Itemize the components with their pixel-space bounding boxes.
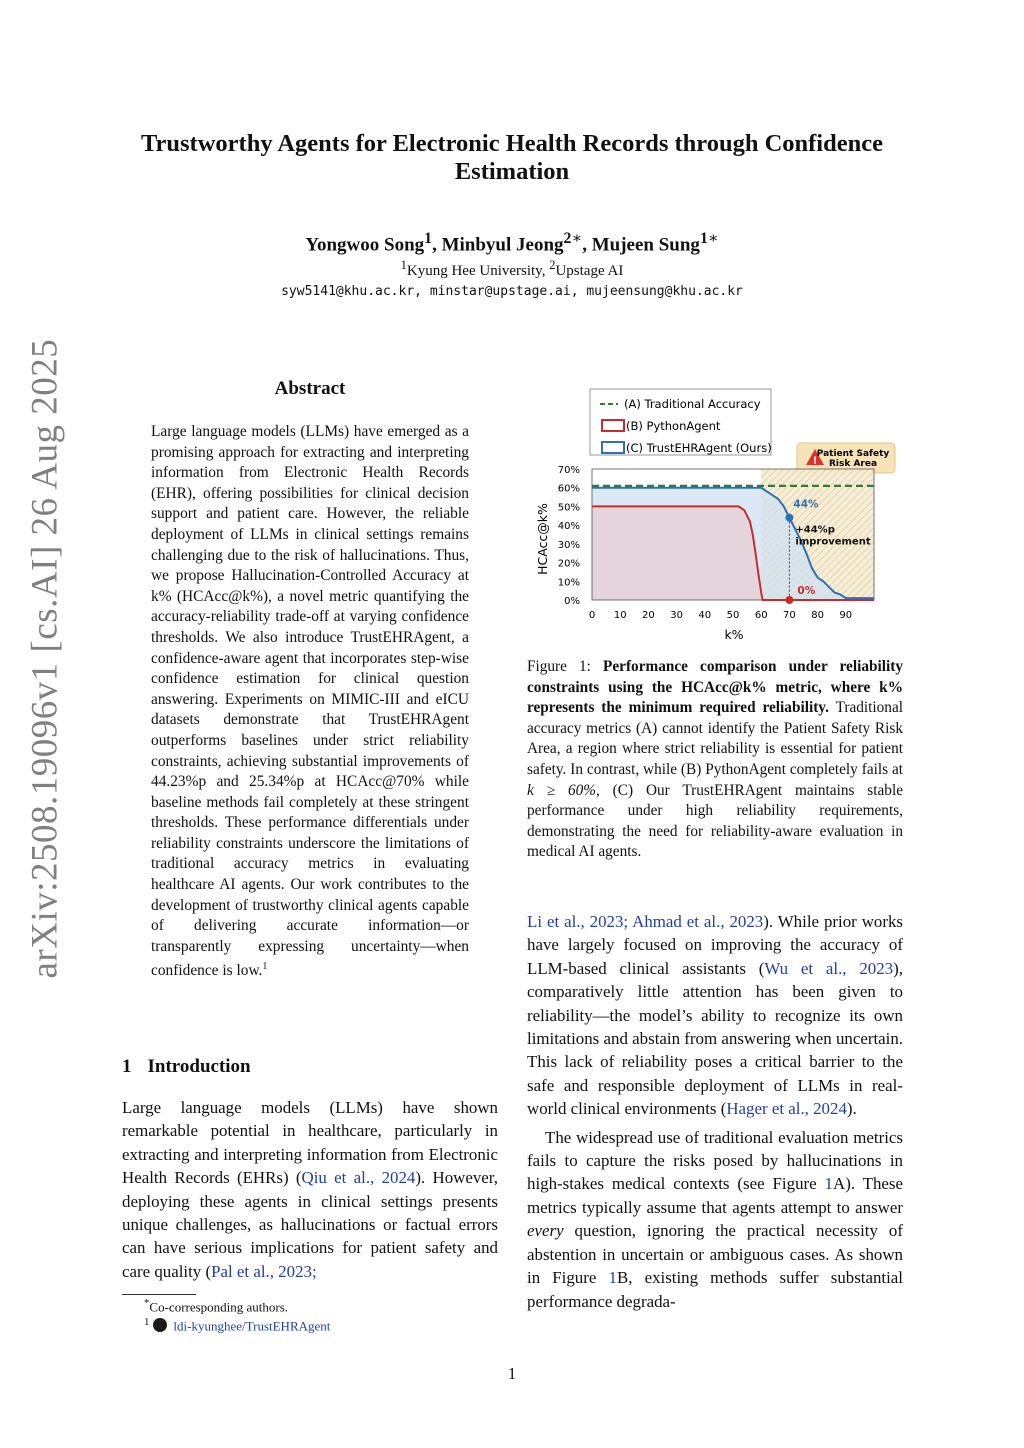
point-label-high: 44% — [793, 498, 819, 511]
figure-1-caption: Figure 1: Performance comparison under reliability constraints using the HCAcc@k% metric, where k% represents the minimum required reliability. Traditional accuracy metrics (A) cannot identify the Patient Safety Risk Area, a region where strict reliability is essential for patient safety. In contrast, while (B) PythonAgent completely fails at k ≥ 60%, (C) Our TrustEHRAgent maintains stable performance under high reliability requirements, demonstrating the need for reliability-aware evaluation in medical AI agents. — [527, 658, 903, 861]
citation-link[interactable]: Pal et al., 2023; — [211, 1261, 317, 1281]
abstract-body — [151, 422, 469, 982]
x-tick-label: 20 — [642, 610, 655, 621]
legend-label-trust: (C) TrustEHRAgent (Ours) — [626, 441, 772, 455]
x-tick-label: 80 — [811, 610, 824, 621]
point-label-low: 0% — [797, 585, 816, 597]
author-emails: syw5141@khu.ac.kr, minstar@upstage.ai, mujeensung@khu.ac.kr — [281, 284, 743, 299]
title-line-2: Estimation — [454, 158, 570, 185]
footnote-repo: $^1$ ldi-kyunghee/TrustEHRAgent — [144, 1316, 331, 1334]
warning-glyph: ! — [812, 455, 818, 467]
section-heading-introduction: 1 Introduction — [122, 1056, 251, 1077]
y-tick-label: 60% — [557, 483, 580, 495]
legend-label-traditional: (A) Traditional Accuracy — [624, 397, 761, 411]
footnote-rule — [122, 1294, 196, 1295]
legend-label-python: (B) PythonAgent — [626, 419, 721, 433]
paragraph: The widespread use of traditional evaluation metrics fails to capture the risks posed by hallucinations in high-stakes medical contexts (see Figure 1A). These metrics typically assume that agents attempt to answer every question, ignoring the practical necessity of abstention in uncertain or ambiguous cases. As shown in Figure 1B, existing methods suffer substantial performance degrada- — [527, 1127, 903, 1311]
trust-agent-point — [785, 514, 793, 522]
x-tick-label: 50 — [726, 610, 740, 621]
caption-bold: Performance comparison under reliability constraints using the HCAcc@k% metric, where k% represents the minimum required reliability. — [527, 658, 903, 717]
abstract-heading: Abstract — [274, 378, 346, 399]
author-list: Yongwoo Song$^1$, Minbyul Jeong$^{2∗}$, Mujeen Sung$^{1∗}$ — [305, 230, 719, 256]
y-tick-label: 0% — [564, 596, 580, 607]
citation-link[interactable]: Wu et al., 2023 — [764, 958, 894, 978]
x-tick-label: 90 — [839, 610, 853, 621]
chart-svg — [534, 386, 914, 648]
y-tick-label: 50% — [557, 502, 580, 514]
figure-ref-link[interactable]: 1 — [824, 1174, 833, 1194]
caption-math: k ≥ 60% — [527, 781, 596, 799]
citation-link[interactable]: Qiu et al., 2024 — [301, 1168, 416, 1188]
risk-area-label-1: Patient Safety — [816, 449, 890, 459]
plot-area — [558, 465, 874, 621]
figure-ref-link[interactable]: 1 — [608, 1268, 617, 1288]
x-tick-label: 60 — [754, 610, 768, 621]
y-tick-label: 20% — [557, 558, 580, 570]
author-name: Mujeen Sung — [591, 234, 700, 256]
y-tick-label: 10% — [557, 577, 580, 589]
arxiv-identifier: arXiv:2508.19096v1 [cs.AI] 26 Aug 2025 — [24, 338, 66, 979]
paragraph: Li et al., 2023; Ahmad et al., 2023). While prior works have largely focused on improving the accuracy of LLM-based clinical assistants (Wu et al., 2023), comparatively little attention has been given to reliability—the model’s ability to recognize its own limitations and abstain from answering when uncertain. This lack of reliability poses a critical barrier to the safe and responsible deployment of LLMs in real-world clinical environments (Hager et al., 2024). — [527, 912, 904, 1119]
x-tick-label: 0 — [588, 610, 596, 621]
footnote-ref[interactable]: 1 — [262, 961, 268, 973]
legend-swatch-trust — [602, 442, 624, 453]
gain-label-1: +44%p — [795, 524, 835, 536]
author-name: Yongwoo Song — [305, 234, 425, 256]
footnote-corresponding: *Co-corresponding authors. — [144, 1297, 289, 1315]
author-name: Minbyul Jeong — [441, 234, 564, 256]
y-tick-label: 40% — [557, 521, 580, 533]
y-axis-label: HCAcc@k% — [535, 503, 550, 575]
legend-swatch-python — [602, 420, 624, 431]
gain-label-2: improvement — [795, 536, 871, 548]
github-icon — [153, 1318, 167, 1332]
figure-1-chart — [534, 386, 914, 648]
paper-title — [110, 130, 914, 186]
x-tick-label: 30 — [670, 610, 683, 621]
title-line-1: Trustworthy Agents for Electronic Health Records through Confidence — [141, 130, 883, 157]
y-tick-label: 30% — [557, 539, 580, 551]
citation-link[interactable]: Li et al., 2023; Ahmad et al., 2023 — [527, 912, 764, 931]
repo-link[interactable]: ldi-kyunghee/TrustEHRAgent — [173, 1318, 331, 1334]
citation-link[interactable]: Hager et al., 2024 — [726, 1099, 847, 1119]
python-agent-point — [785, 596, 793, 604]
abstract-text: Large language models (LLMs) have emerged as a promising approach for extracting and interpreting information from Electronic Health Records (EHR), offering possibilities for clinical decision support and patient care. However, the reliable deployment of LLMs in clinical settings remains challenging due to the risk of hallucinations. Thus, we propose Hallucination-Controlled Accuracy at k% (HCAcc@k%), a novel metric quantifying the accuracy-reliability trade-off at varying confidence thresholds. We also introduce TrustEHRAgent, a confidence-aware agent that incorporates step-wise confidence estimation for clinical question answering. Experiments on MIMIC-III and eICU datasets demonstrate that TrustEHRAgent outperforms baselines under strict reliability constraints, achieving substantial improvements of 44.23%p and 25.34%p at HCAcc@70% while baseline methods fail completely at these stringent thresholds. These performance differentials under reliability constraints underscore the limitations of traditional accuracy metrics in evaluating healthcare AI agents. Our work contributes to the development of trustworthy clinical agents capable of delivering accurate information—or transparently expressing uncertainty—when confidence is low. — [151, 423, 469, 980]
x-tick-label: 40 — [698, 610, 712, 621]
x-tick-label: 70 — [783, 610, 796, 621]
risk-area-label-2: Risk Area — [828, 459, 878, 469]
intro-paragraph: Large language models (LLMs) have shown remarkable potential in healthcare, particularly in extracting and interpreting information from Electronic Health Records (EHRs) (Qiu et al., 2024). However, deploying these agents in clinical settings presents unique challenges, as hallucinations or factual errors can have serious implications for patient safety and care quality (Pal et al., 2023; — [122, 1098, 498, 1281]
x-axis-label: k% — [724, 627, 744, 642]
page-number: 1 — [507, 1364, 517, 1383]
x-tick-label: 10 — [613, 610, 627, 621]
right-column-text — [527, 910, 903, 1313]
y-tick-label: 70% — [557, 465, 580, 476]
affiliations: $^1$Kyung Hee University, $^2$Upstage AI — [400, 258, 624, 279]
